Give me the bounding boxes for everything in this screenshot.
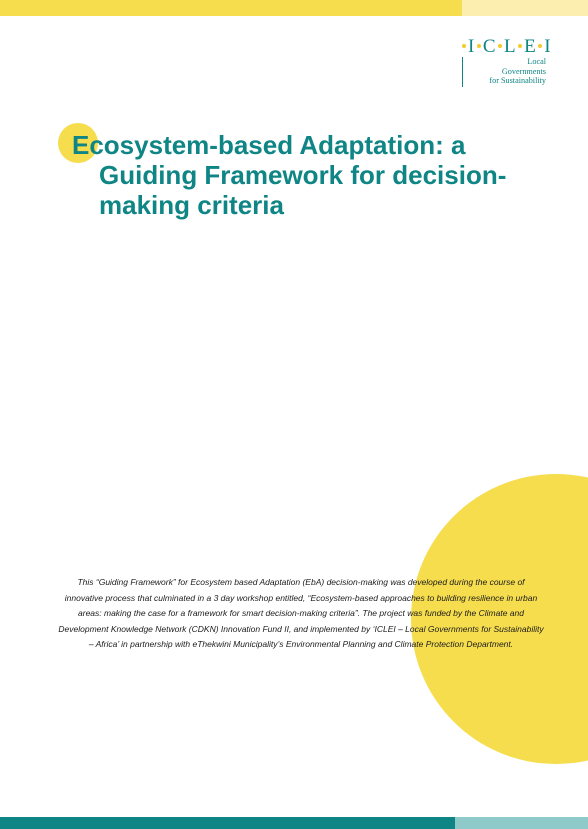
- logo-tagline-line: for Sustainability: [489, 76, 546, 85]
- iclei-logo: [458, 36, 550, 90]
- top-accent-bar: [0, 0, 462, 16]
- title-line: Guiding Framework for decision-: [99, 160, 507, 190]
- bottom-accent-bar-light: [455, 817, 588, 829]
- title-line: Ecosystem-based Adaptation: a: [72, 130, 466, 160]
- logo-tagline: [466, 57, 546, 86]
- document-title: [72, 130, 542, 220]
- logo-divider: [462, 57, 463, 87]
- logo-tagline-line: Governments: [501, 66, 546, 76]
- logo-tagline-line: Local: [527, 57, 546, 66]
- logo-letter: E: [524, 36, 537, 57]
- bottom-accent-bar: [0, 817, 455, 829]
- intro-paragraph: This “Guiding Framework” for Ecosystem based Adaptation (EbA) decision-making was developed during the course of innovative process that culminated in a 3 day workshop entitled, “Ecosystem-based approaches to building resilience in urban areas: making the case for a framework for smart decision-making criteria”. The project was funded by the Climate and Development Knowledge Network (CDKN) Innovation Fund II, and implemented by ‘ICLEI – Local Governments for Sustainability – Africa’ in partnership with eThekwini Municipality’s Environmental Planning and Climate Protection Department.: [58, 577, 544, 649]
- logo-letter: L: [504, 36, 517, 57]
- logo-dot-icon: [518, 44, 522, 48]
- logo-letter: I: [468, 36, 475, 57]
- logo-wordmark: [460, 36, 551, 58]
- logo-dot-icon: [538, 44, 542, 48]
- title-line: making criteria: [99, 190, 284, 220]
- logo-letter: C: [482, 36, 497, 57]
- logo-letter: I: [544, 36, 552, 57]
- logo-dot-icon: [462, 44, 466, 48]
- logo-dot-icon: [477, 44, 481, 48]
- top-accent-bar-light: [462, 0, 588, 16]
- logo-dot-icon: [498, 44, 502, 48]
